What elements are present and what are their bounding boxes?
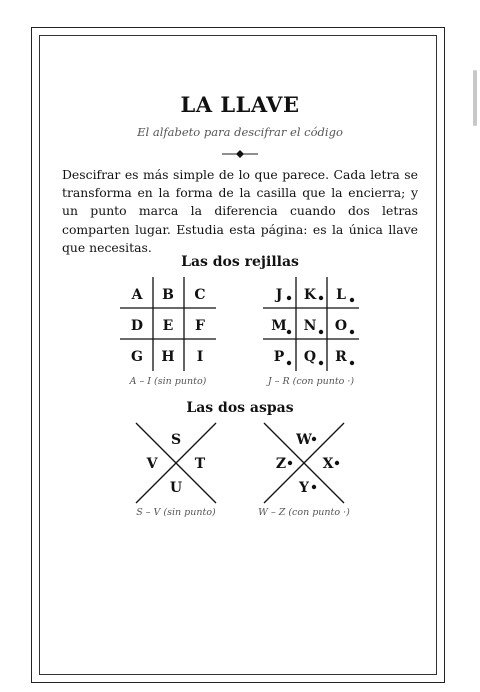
intro-paragraph: Descifrar es más simple de lo que parece. Cada letra se transforma en la forma de la casilla que la encierra; y un punto marca la diferencia cuando dos letras comparten lugar. Estudia esta página: es la única llave que necesitas. bbox=[62, 167, 418, 255]
grid-letter: M bbox=[271, 318, 287, 334]
grid-letter: N bbox=[303, 318, 317, 334]
grid-letter: P bbox=[273, 349, 285, 365]
grid-letter: L bbox=[336, 287, 346, 303]
grid-a-i bbox=[120, 277, 216, 371]
dot-marker-icon bbox=[319, 330, 323, 334]
dot-marker-icon bbox=[287, 361, 291, 365]
grid-letter: D bbox=[130, 318, 144, 334]
cross-s-v-caption: S – V (sin punto) bbox=[136, 507, 216, 518]
grid-letter: G bbox=[131, 349, 143, 365]
grid-j-r bbox=[263, 277, 359, 371]
grid-letter: K bbox=[303, 287, 317, 303]
dot-marker-icon bbox=[350, 361, 354, 365]
grid-letter: B bbox=[162, 287, 174, 303]
cross-letter-bottom: U bbox=[169, 480, 183, 496]
cross-w-z-caption: W – Z (con punto ·) bbox=[258, 507, 350, 518]
cross-letter-right: X bbox=[322, 456, 334, 472]
cross-w-z bbox=[264, 423, 344, 503]
grid-letter: Q bbox=[303, 349, 317, 365]
dot-marker-icon bbox=[350, 330, 354, 334]
grid-letter: A bbox=[131, 287, 143, 303]
dot-marker-icon bbox=[319, 361, 323, 365]
dot-marker-icon bbox=[288, 461, 292, 465]
cross-letter-top: S bbox=[170, 432, 182, 448]
dot-marker-icon bbox=[312, 485, 316, 489]
dot-marker-icon bbox=[335, 461, 339, 465]
crosses-section-title: Las dos aspas bbox=[186, 400, 294, 416]
grid-letter: O bbox=[334, 318, 348, 334]
dot-marker-icon bbox=[312, 437, 316, 441]
grid-letter: J bbox=[275, 287, 283, 303]
cross-letter-top: W bbox=[296, 432, 312, 448]
cross-letter-left: V bbox=[146, 456, 158, 472]
page-subtitle: El alfabeto para descifrar el código bbox=[137, 125, 343, 139]
cross-letter-bottom: Y bbox=[299, 480, 309, 496]
grids-section-title: Las dos rejillas bbox=[181, 254, 299, 270]
dot-marker-icon bbox=[350, 298, 354, 302]
cross-letter-right: T bbox=[194, 456, 206, 472]
cross-letter-left: Z bbox=[275, 456, 287, 472]
grid-a-i-caption: A – I (sin punto) bbox=[129, 376, 207, 387]
dot-marker-icon bbox=[287, 330, 291, 334]
grid-letter: R bbox=[335, 349, 347, 365]
dot-marker-icon bbox=[319, 296, 323, 300]
grid-letter: H bbox=[161, 349, 175, 365]
grid-letter: C bbox=[194, 287, 206, 303]
ornament-divider-icon bbox=[222, 148, 258, 160]
grid-j-r-caption: J – R (con punto ·) bbox=[267, 376, 355, 387]
grid-letter: E bbox=[162, 318, 174, 334]
grid-letter: F bbox=[195, 318, 205, 334]
cross-s-v bbox=[136, 423, 216, 503]
dot-marker-icon bbox=[287, 296, 291, 300]
page-title: LA LLAVE bbox=[180, 92, 300, 117]
grid-letter: I bbox=[196, 349, 204, 365]
